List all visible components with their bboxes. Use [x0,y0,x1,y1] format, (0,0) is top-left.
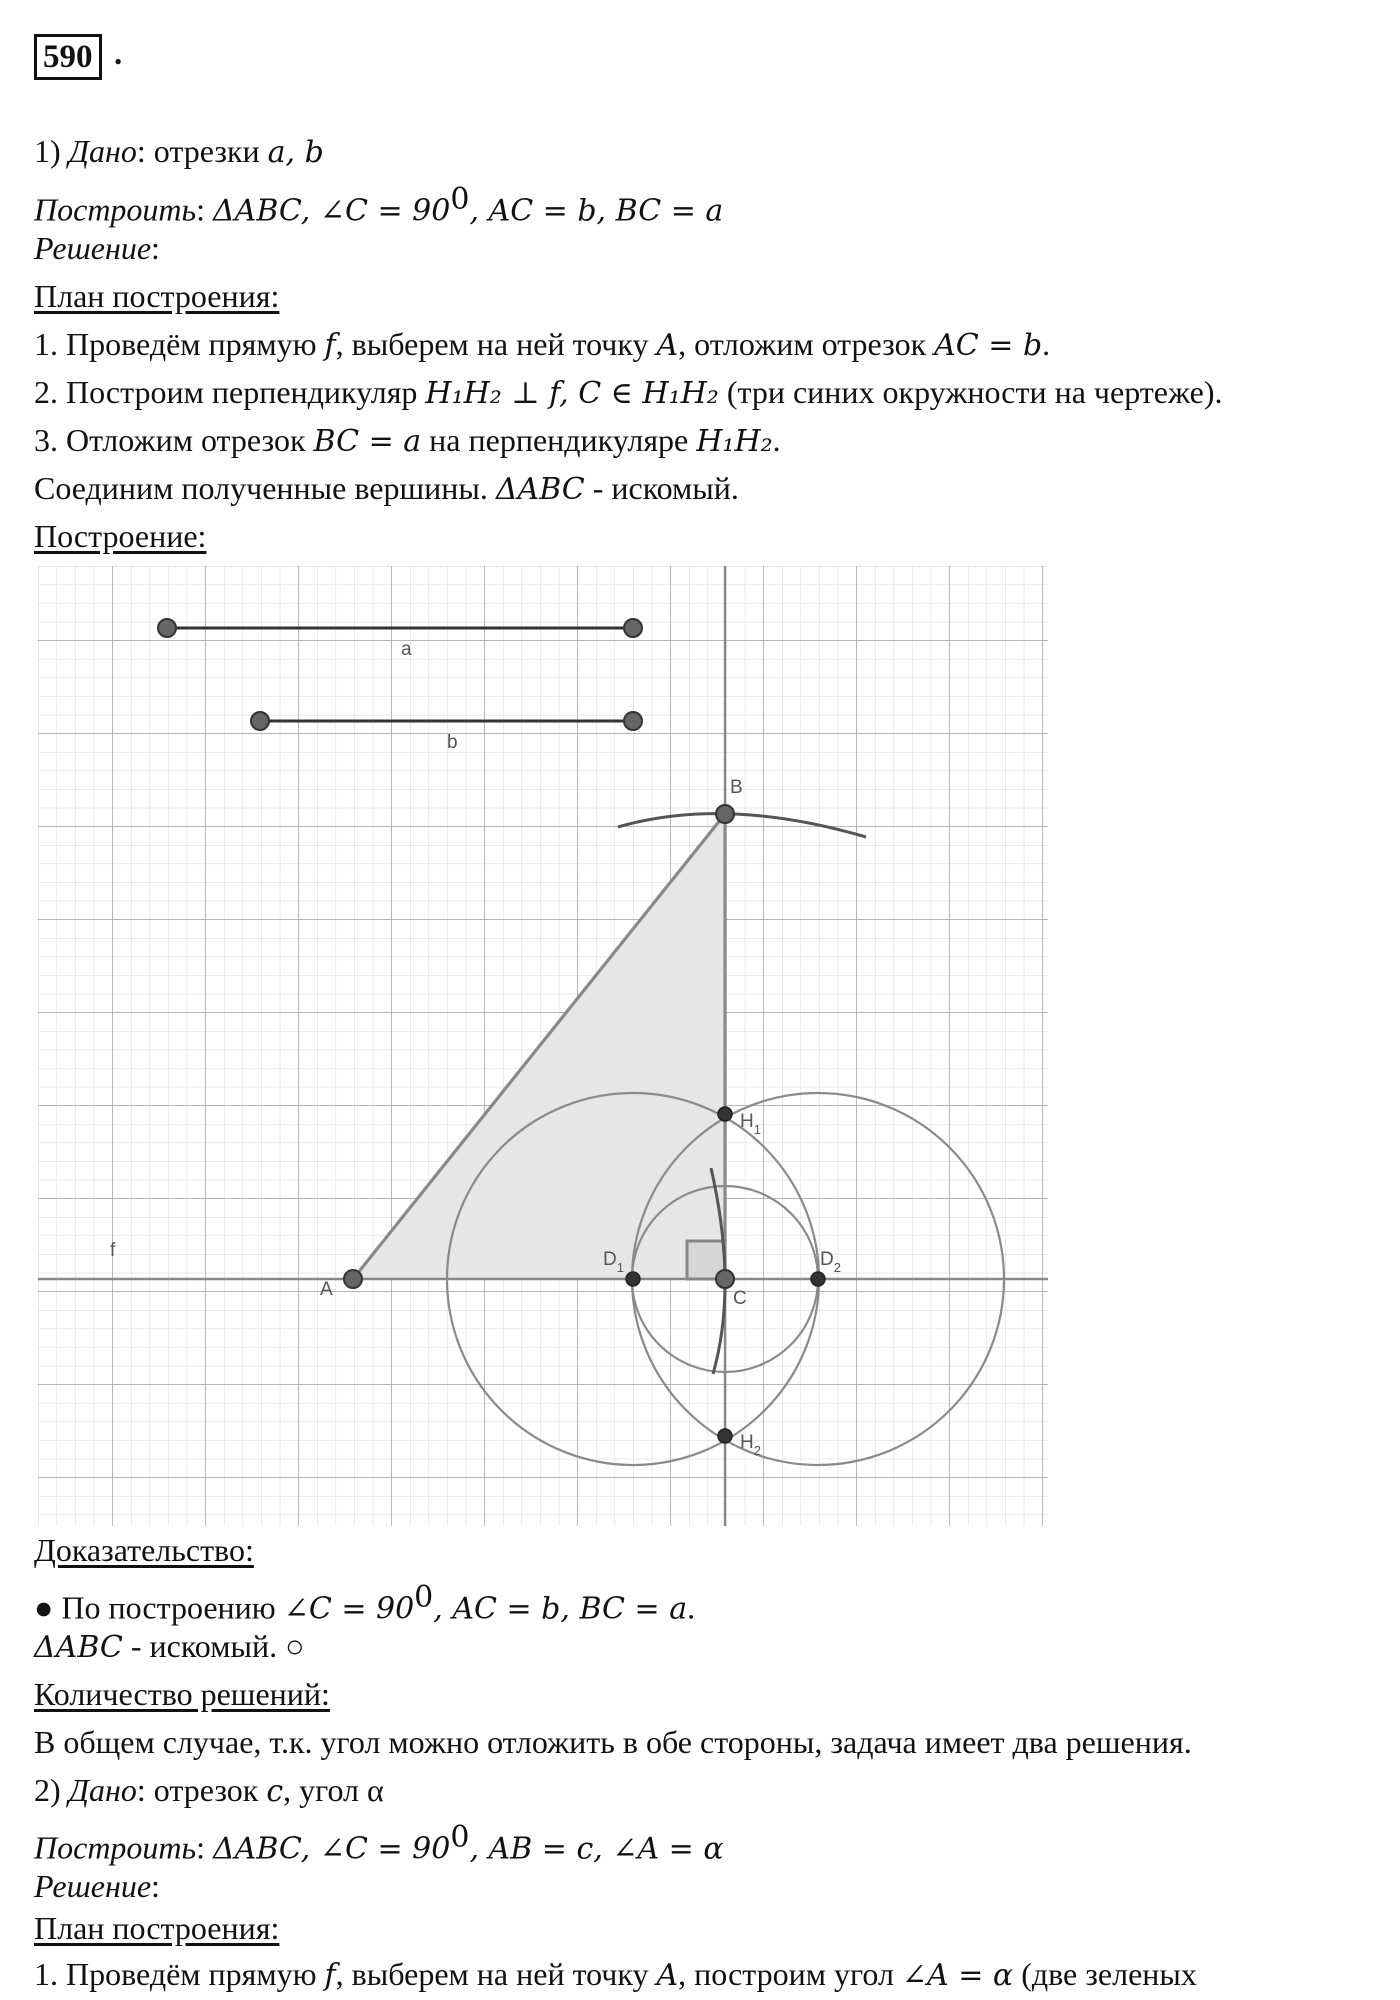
label-f: f [110,1240,116,1261]
part2-plan-heading: План построения: [34,1910,280,1946]
part2-construct: Построить: ΔABC, ∠C = $90^0$, AB = c, ∠A = α [34,1820,724,1867]
label-A: A [320,1279,333,1300]
part2-step-1: 1. Проведём прямую f, выберем на ней точку A, построим угол ∠A = α (две зеленых [34,1956,1197,1993]
part1-proof-line-1: ● По построению ∠C = $90^0$, AC = b, BC = a. [34,1580,696,1627]
problem-number: 590 [34,34,102,80]
point-a-start [158,619,176,637]
label-H2: $H_2$ [740,1432,761,1458]
part1-given: 1) Дано: отрезки a, b [34,133,324,170]
construction-figure [38,566,1048,1526]
label-a: a [401,639,412,660]
part1-proof-line-2: ΔABC - искомый. ○ [34,1628,305,1665]
part1-plan-heading: План построения: [34,278,280,314]
problem-number-dot: . [114,36,123,72]
point-A [344,1270,362,1288]
label-b: b [447,732,458,753]
part1-step-3: 3. Отложим отрезок BC = a на перпендикуляре H₁H₂. [34,422,781,459]
point-B [716,805,734,823]
part1-construction-heading: Построение: [34,518,207,554]
label-H1: $H_1$ [740,1111,761,1137]
label-B: B [730,777,743,798]
label-C: C [733,1288,747,1309]
point-D1 [626,1272,640,1286]
label-D1: $D_1$ [603,1249,624,1275]
part2-given: 2) Дано: отрезок c, угол α [34,1772,384,1809]
part2-solution-label: Решение: [34,1868,160,1904]
point-b-start [251,712,269,730]
part1-count-text: В общем случае, т.к. угол можно отложить в обе стороны, задача имеет два решения. [34,1724,1192,1760]
part1-construct: Построить: ΔABC, ∠C = $90^0$, AC = b, BC = a [34,182,724,229]
point-H2 [718,1429,732,1443]
part1-solution-label: Решение: [34,230,160,266]
point-D2 [811,1272,825,1286]
point-b-end [624,712,642,730]
part1-count-heading: Количество решений: [34,1676,330,1712]
label-D2: $D_2$ [820,1249,841,1275]
part1-step-2: 2. Построим перпендикуляр H₁H₂ ⊥ f, C ∈ H₁H₂ (три синих окружности на чертеже). [34,374,1223,411]
point-C [716,1270,734,1288]
point-a-end [624,619,642,637]
point-H1 [718,1107,732,1121]
part1-connect: Соединим полученные вершины. ΔABC - искомый. [34,470,739,507]
part1-step-1: 1. Проведём прямую f, выберем на ней точку A, отложим отрезок AC = b. [34,326,1051,363]
part1-proof-heading: Доказательство: [34,1532,254,1568]
